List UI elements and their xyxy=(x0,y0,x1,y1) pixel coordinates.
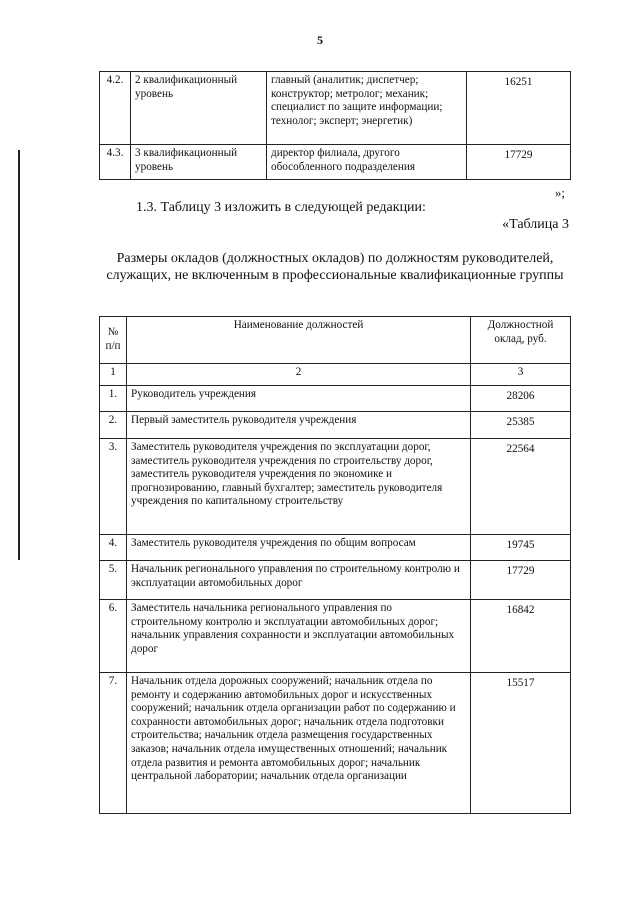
table-row xyxy=(100,561,571,600)
position-name: Начальник регионального управления по строительному контролю и эксплуатации автомобильных дорог xyxy=(127,561,471,600)
index-cell: 2 xyxy=(127,364,471,386)
index-cell: 1 xyxy=(100,364,127,386)
table-row xyxy=(100,72,571,145)
row-number: 4. xyxy=(100,535,127,561)
table-label: «Таблица 3 xyxy=(502,217,569,232)
salary-cell: 16842 xyxy=(471,600,571,673)
salary-cell: 17729 xyxy=(471,561,571,600)
position-name: Начальник отдела дорожных сооружений; начальник отдела по ремонту и содержанию автомобильных дорог и искусственных сооружений; начальник отдела организации работ по содержанию и сохранности автомобильных дорог; начальник отдела подготовки строительства; начальник отдела размещения государственных заказов; начальник отдела имущественных отношений; начальник отдела развития и ремонта автомобильных дорог; начальник центральной лаборатории; начальник отдела организации xyxy=(127,673,471,814)
salary-cell: 22564 xyxy=(471,439,571,535)
salary-cell: 16251 xyxy=(467,72,571,145)
table-row xyxy=(100,535,571,561)
row-number: 1. xyxy=(100,386,127,412)
margin-line xyxy=(18,150,20,560)
header-number: № п/п xyxy=(100,317,127,364)
table-title: Размеры окладов (должностных окладов) по должностям руководителей, служащих, не включенным в профессиональные квалификационные группы xyxy=(106,251,564,283)
header-salary: Должностной оклад, руб. xyxy=(471,317,571,364)
row-number: 4.3. xyxy=(100,145,131,180)
positions-cell: главный (аналитик; диспетчер; конструктор; метролог; механик; специалист по защите информации; технолог; эксперт; энергетик) xyxy=(267,72,467,145)
header-row xyxy=(100,317,571,364)
salary-table xyxy=(99,316,571,814)
row-number: 2. xyxy=(100,412,127,439)
table-row xyxy=(100,145,571,180)
previous-table-fragment xyxy=(99,71,571,180)
row-number: 7. xyxy=(100,673,127,814)
position-name: Заместитель руководителя учреждения по общим вопросам xyxy=(127,535,471,561)
index-row xyxy=(100,364,571,386)
closing-quote: »; xyxy=(554,185,565,200)
row-number: 6. xyxy=(100,600,127,673)
instruction-text: 1.3. Таблицу 3 изложить в следующей редакции: xyxy=(136,200,426,215)
table-row xyxy=(100,386,571,412)
page-number: 5 xyxy=(317,33,323,47)
qualification-level: 3 квалификационный уровень xyxy=(131,145,267,180)
position-name: Заместитель начальника регионального управления по строительному контролю и эксплуатации автомобильных дорог; начальник управления сохранности и эксплуатации автомобильных дорог xyxy=(127,600,471,673)
positions-cell: директор филиала, другого обособленного подразделения xyxy=(267,145,467,180)
table-row xyxy=(100,673,571,814)
table-row xyxy=(100,412,571,439)
index-cell: 3 xyxy=(471,364,571,386)
header-name: Наименование должностей xyxy=(127,317,471,364)
salary-cell: 15517 xyxy=(471,673,571,814)
position-name: Руководитель учреждения xyxy=(127,386,471,412)
row-number: 5. xyxy=(100,561,127,600)
salary-cell: 17729 xyxy=(467,145,571,180)
qualification-level: 2 квалификационный уровень xyxy=(131,72,267,145)
row-number: 3. xyxy=(100,439,127,535)
table-row xyxy=(100,600,571,673)
row-number: 4.2. xyxy=(100,72,131,145)
position-name: Заместитель руководителя учреждения по эксплуатации дорог, заместитель руководителя учреждения по строительству дорог, заместитель руководителя учреждения по экономике и прогнозированию, главный бухгалтер; заместитель руководителя учреждения по капитальному строительству xyxy=(127,439,471,535)
salary-cell: 25385 xyxy=(471,412,571,439)
position-name: Первый заместитель руководителя учреждения xyxy=(127,412,471,439)
salary-cell: 19745 xyxy=(471,535,571,561)
table-row xyxy=(100,439,571,535)
salary-cell: 28206 xyxy=(471,386,571,412)
